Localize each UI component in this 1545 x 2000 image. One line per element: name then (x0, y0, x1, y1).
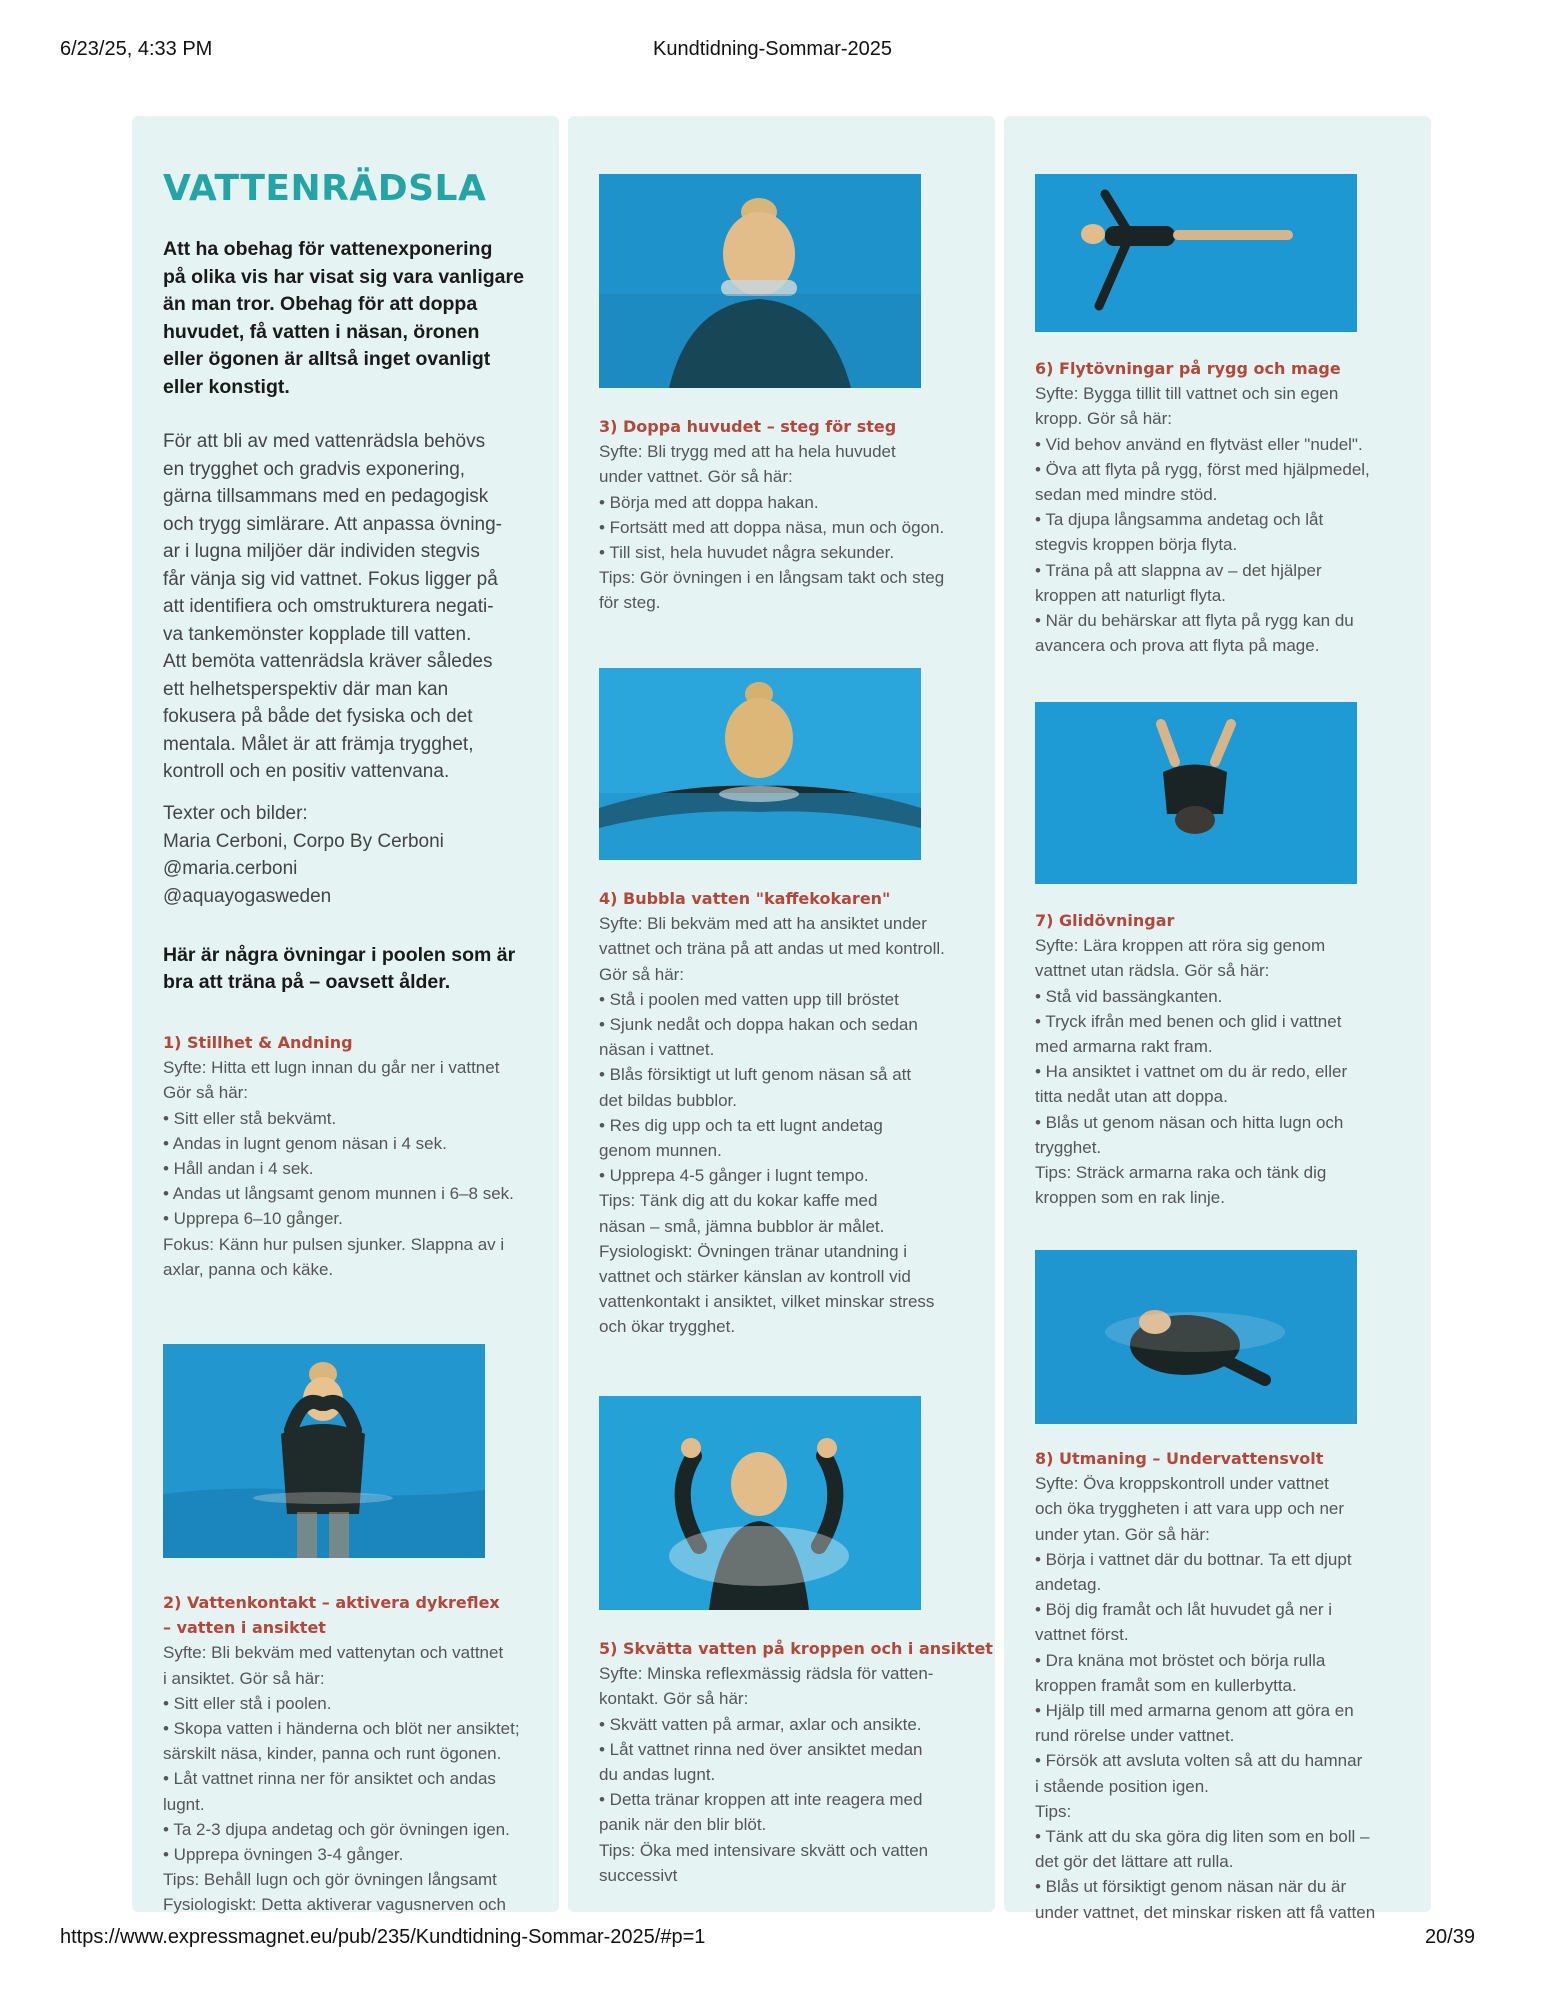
exercise-5 (599, 1636, 991, 1888)
exercise-text: Gör så här: (163, 1083, 249, 1103)
exercise-bullet: • Till sist, hela huvudet några sekunder. (599, 543, 895, 563)
exercise-bullet: • Vid behov använd en flytväst eller "nudel". (1035, 434, 1363, 454)
text-line: får vänja sig vid vattnet. Fokus ligger på (163, 568, 498, 590)
exercise-heading: 6) Flytövningar på rygg och mage (1035, 359, 1341, 378)
text-line: huvudet, få vatten i näsan, öronen (163, 320, 480, 343)
photo-head-dip (599, 174, 921, 388)
exercise-text: vattnet utan rädsla. Gör så här: (1035, 961, 1270, 981)
text-line: gärna tillsammans med en pedagogisk (163, 486, 489, 507)
exercise-bullet: • Stå vid bassängkanten. (1035, 986, 1223, 1006)
text-line: kontroll och en positiv vattenvana. (163, 761, 450, 782)
photo-belly-float (1035, 702, 1357, 884)
exercise-text: Tips: Behåll lugn och gör övningen långsamt (163, 1870, 497, 1890)
exercise-bullet: • Börja i vattnet där du bottnar. Ta ett djupt (1035, 1549, 1352, 1569)
print-datetime: 6/23/25, 4:33 PM (60, 38, 213, 60)
exercise-text: Fokus: Känn hur pulsen sjunker. Slappna av i (163, 1234, 505, 1254)
exercise-text: avancera och prova att flyta på mage. (1035, 636, 1320, 656)
exercise-text: titta nedåt utan att doppa. (1035, 1087, 1228, 1107)
exercise-heading: 4) Bubbla vatten "kaffekokaren" (599, 889, 891, 908)
exercise-text: kontakt. Gör så här: (599, 1689, 749, 1709)
text-line: än man tror. Obehag för att doppa (163, 293, 478, 315)
exercise-text: Tips: (1035, 1801, 1072, 1821)
exercise-7 (1035, 908, 1427, 1210)
exercise-heading: 2) Vattenkontakt – aktivera dykreflex (163, 1593, 500, 1612)
exercise-bullet: • Sjunk nedåt och doppa hakan och sedan (599, 1015, 918, 1035)
exercise-bullet: • Håll andan i 4 sek. (163, 1159, 314, 1179)
text-line: ett helhetsperspektiv där man kan (163, 678, 449, 700)
article-credits (163, 800, 543, 910)
swimmer-splash-illustration (599, 1396, 921, 1610)
exercise-text: vattenkontakt i ansiktet, vilket minskar stress (599, 1292, 935, 1312)
exercise-heading: – vatten i ansiktet (163, 1618, 326, 1638)
photo-face-in-hands (163, 1344, 485, 1558)
exercise-text: sedan med mindre stöd. (1035, 485, 1218, 505)
text-line: Här är några övningar i poolen som är (163, 944, 516, 966)
text-line: ar i lugna miljöer där individen stegvis (163, 541, 480, 562)
text-line: @maria.cerboni (163, 858, 298, 879)
exercise-bullet: • Öva att flyta på rygg, först med hjälpmedel, (1035, 459, 1370, 479)
exercise-text: det bildas bubblor. (599, 1090, 737, 1110)
exercise-text: Syfte: Bygga tillit till vattnet och sin egen (1035, 384, 1339, 404)
text-line: va tankemönster kopplade till vatten. (163, 623, 472, 645)
exercise-text: under vattnet, det minskar risken att få vatten (1035, 1902, 1376, 1922)
exercise-bullet: • När du behärskar att flyta på rygg kan du (1035, 611, 1354, 631)
exercise-bullet: • Blås ut genom näsan och hitta lugn och (1035, 1112, 1344, 1132)
text-line: en trygghet och gradvis exponering, (163, 458, 466, 480)
exercise-bullet: • Detta tränar kroppen att inte reagera med (599, 1790, 923, 1810)
exercise-text: kroppen att naturligt flyta. (1035, 585, 1226, 605)
exercise-text: Tips: Gör övningen i en långsam takt och steg (599, 568, 945, 588)
exercise-text: stegvis kroppen börja flyta. (1035, 535, 1238, 555)
exercise-bullet: • Res dig upp och ta ett lugnt andetag (599, 1115, 883, 1135)
exercise-heading: 1) Stillhet & Andning (163, 1033, 353, 1052)
exercise-bullet: • Låt vattnet rinna ner för ansiktet och andas (163, 1769, 496, 1789)
exercise-text: du andas lugnt. (599, 1765, 716, 1785)
exercise-bullet: • Ta djupa långsamma andetag och låt (1035, 510, 1324, 530)
print-doc-title: Kundtidning-Sommar-2025 (652, 38, 893, 60)
exercise-heading: 8) Utmaning – Undervattensvolt (1035, 1449, 1324, 1468)
article-title: VATTENRÄDSLA (163, 168, 487, 209)
exercise-text: och ökar trygghet. (599, 1317, 736, 1337)
exercise-heading: 5) Skvätta vatten på kroppen och i ansiktet (599, 1639, 993, 1658)
exercise-intro (163, 942, 543, 996)
exercise-bullet: • Träna på att slappna av – det hjälper (1035, 560, 1322, 580)
exercise-bullet: • Upprepa övningen 3-4 gånger. (163, 1845, 404, 1865)
exercise-text: vattnet och träna på att andas ut med kontroll. (599, 939, 945, 959)
exercise-text: rund rörelse under vattnet. (1035, 1726, 1235, 1746)
swimmer-prone-illustration (1035, 702, 1357, 884)
exercise-text: Syfte: Lära kroppen att röra sig genom (1035, 936, 1326, 956)
text-line: Att bemöta vattenrädsla kräver således (163, 651, 493, 672)
exercise-text: Tips: Tänk dig att du kokar kaffe med (599, 1191, 878, 1211)
print-url[interactable]: https://www.expressmagnet.eu/pub/235/Kundtidning-Sommar-2025/#p=1 (60, 1926, 706, 1948)
exercise-text: Syfte: Öva kroppskontroll under vattnet (1035, 1474, 1329, 1494)
exercise-bullet: • Försök att avsluta volten så att du hamnar (1035, 1751, 1363, 1771)
exercise-bullet: • Sitt eller stå bekvämt. (163, 1108, 337, 1128)
exercise-bullet: • Hjälp till med armarna genom att göra en (1035, 1701, 1354, 1721)
exercise-text: andetag. (1035, 1575, 1102, 1595)
exercise-text: näsan i vattnet. (599, 1040, 715, 1060)
exercise-text: näsan – små, jämna bubblor är målet. (599, 1216, 885, 1236)
exercise-bullet: • Låt vattnet rinna ned över ansiktet medan (599, 1739, 923, 1759)
exercise-bullet: • Upprepa 4-5 gånger i lugnt tempo. (599, 1166, 869, 1186)
exercise-text: trygghet. (1035, 1137, 1102, 1157)
exercise-6 (1035, 356, 1427, 658)
swimmer-somersault-illustration (1035, 1250, 1357, 1424)
exercise-text: Gör så här: (599, 964, 685, 984)
text-line: Att ha obehag för vattenexponering (163, 238, 493, 260)
exercise-bullet: • Andas in lugnt genom näsan i 4 sek. (163, 1133, 447, 1153)
exercise-text: för steg. (599, 593, 661, 613)
exercise-text: successivt (599, 1865, 678, 1885)
exercise-text: Syfte: Bli bekväm med vattenytan och vattnet (163, 1643, 504, 1663)
exercise-bullet: • Blås försiktigt ut luft genom näsan så att (599, 1065, 912, 1085)
exercise-text: vattnet först. (1035, 1625, 1129, 1645)
column-right (1004, 116, 1431, 1922)
exercise-bullet: • Upprepa 6–10 gånger. (163, 1209, 343, 1229)
article-body (163, 428, 543, 786)
exercise-bullet: • Skvätt vatten på armar, axlar och ansikte. (599, 1714, 922, 1734)
exercise-text: särskilt näsa, kinder, panna och runt ögonen. (163, 1744, 502, 1764)
exercise-bullet: • Dra knäna mot bröstet och börja rulla (1035, 1650, 1326, 1670)
exercise-2 (163, 1590, 555, 1918)
exercise-text: och öka tryggheten i att vara upp och ner (1035, 1499, 1345, 1519)
exercise-text: Fysiologiskt: Övningen tränar utandning i (599, 1241, 908, 1261)
text-line: fokusera på både det fysiska och det (163, 706, 473, 727)
exercise-text: under vattnet. Gör så här: (599, 467, 793, 487)
exercise-text: axlar, panna och käke. (163, 1259, 334, 1279)
exercise-bullet: • Andas ut långsamt genom munnen i 6–8 sek. (163, 1184, 514, 1204)
column-middle (568, 116, 995, 1912)
exercise-3 (599, 414, 991, 616)
exercise-text: i stående position igen. (1035, 1776, 1209, 1796)
exercise-text: det gör det lättare att rulla. (1035, 1852, 1234, 1872)
exercise-bullet: • Börja med att doppa hakan. (599, 492, 819, 512)
exercise-text: panik när den blir blöt. (599, 1815, 767, 1835)
exercise-bullet: • Ta 2-3 djupa andetag och gör övningen igen. (163, 1819, 510, 1839)
exercise-bullet: • Stå i poolen med vatten upp till bröstet (599, 989, 899, 1009)
exercise-bullet: • Sitt eller stå i poolen. (163, 1693, 332, 1713)
exercise-bullet: • Böj dig framåt och låt huvudet gå ner i (1035, 1600, 1333, 1620)
text-line: @aquayogasweden (163, 885, 332, 907)
text-line: mentala. Målet är att främja trygghet, (163, 733, 474, 755)
text-line: på olika vis har visat sig vara vanligare (163, 265, 524, 288)
text-line: och trygg simlärare. Att anpassa övning- (163, 513, 503, 535)
photo-back-float (1035, 174, 1357, 332)
text-line: eller ögonen är alltså inget ovanligt (163, 348, 491, 370)
photo-bubbles (599, 668, 921, 860)
exercise-text: Tips: Öka med intensivare skvätt och vatten (599, 1840, 929, 1860)
text-line: eller konstigt. (163, 375, 290, 398)
exercise-bullet: • Tryck ifrån med benen och glid i vattnet (1035, 1011, 1342, 1031)
exercise-text: Syfte: Minska reflexmässig rädsla för vatten- (599, 1664, 934, 1684)
text-line: Maria Cerboni, Corpo By Cerboni (163, 830, 444, 852)
print-page-number: 20/39 (1424, 1926, 1475, 1948)
exercise-1 (163, 1030, 555, 1282)
exercise-8 (1035, 1446, 1427, 1925)
photo-somersault (1035, 1250, 1357, 1424)
exercise-text: i ansiktet. Gör så här: (163, 1668, 325, 1688)
exercise-text: vattnet och stärker känslan av kontroll vid (599, 1267, 911, 1287)
text-line: bra att träna på – oavsett ålder. (163, 971, 451, 993)
exercise-text: Tips: Sträck armarna raka och tänk dig (1035, 1163, 1327, 1183)
text-line: att identifiera och omstrukturera negati- (163, 596, 494, 617)
exercise-4 (599, 886, 991, 1340)
swimmer-bubbles-illustration (599, 668, 921, 860)
exercise-text: Syfte: Bli bekväm med att ha ansiktet under (599, 914, 927, 934)
text-line: För att bli av med vattenrädsla behövs (163, 431, 486, 452)
exercise-text: lugnt. (163, 1794, 205, 1814)
exercise-text: med armarna rakt fram. (1035, 1037, 1213, 1057)
exercise-text: kropp. Gör så här: (1035, 409, 1173, 429)
swimmer-standing-illustration (163, 1344, 485, 1558)
swimmer-goggles-illustration (599, 174, 921, 388)
exercise-bullet: • Tänk att du ska göra dig liten som en boll – (1035, 1827, 1370, 1847)
exercise-heading: 3) Doppa huvudet – steg för steg (599, 417, 897, 436)
exercise-bullet: • Blås ut försiktigt genom näsan när du är (1035, 1877, 1347, 1897)
exercise-text: kroppen som en rak linje. (1035, 1188, 1225, 1208)
exercise-text: genom munnen. (599, 1141, 722, 1161)
exercise-heading: 7) Glidövningar (1035, 911, 1175, 930)
column-left (132, 116, 559, 1915)
exercise-text: Fysiologiskt: Detta aktiverar vagusnerven och (163, 1895, 506, 1915)
exercise-text: Syfte: Hitta ett lugn innan du går ner i vattnet (163, 1058, 500, 1078)
exercise-text: kroppen framåt som en kullerbytta. (1035, 1675, 1297, 1695)
swimmer-float-illustration (1035, 174, 1357, 332)
exercise-bullet: • Ha ansiktet i vattnet om du är redo, eller (1035, 1062, 1348, 1082)
text-line: Texter och bilder: (163, 803, 308, 824)
photo-splash (599, 1396, 921, 1610)
exercise-bullet: • Skopa vatten i händerna och blöt ner ansiktet; (163, 1719, 520, 1739)
exercise-text: Syfte: Bli trygg med att ha hela huvudet (599, 442, 896, 462)
article-lead (163, 236, 543, 401)
exercise-bullet: • Fortsätt med att doppa näsa, mun och ögon. (599, 517, 945, 537)
exercise-text: under ytan. Gör så här: (1035, 1524, 1210, 1544)
